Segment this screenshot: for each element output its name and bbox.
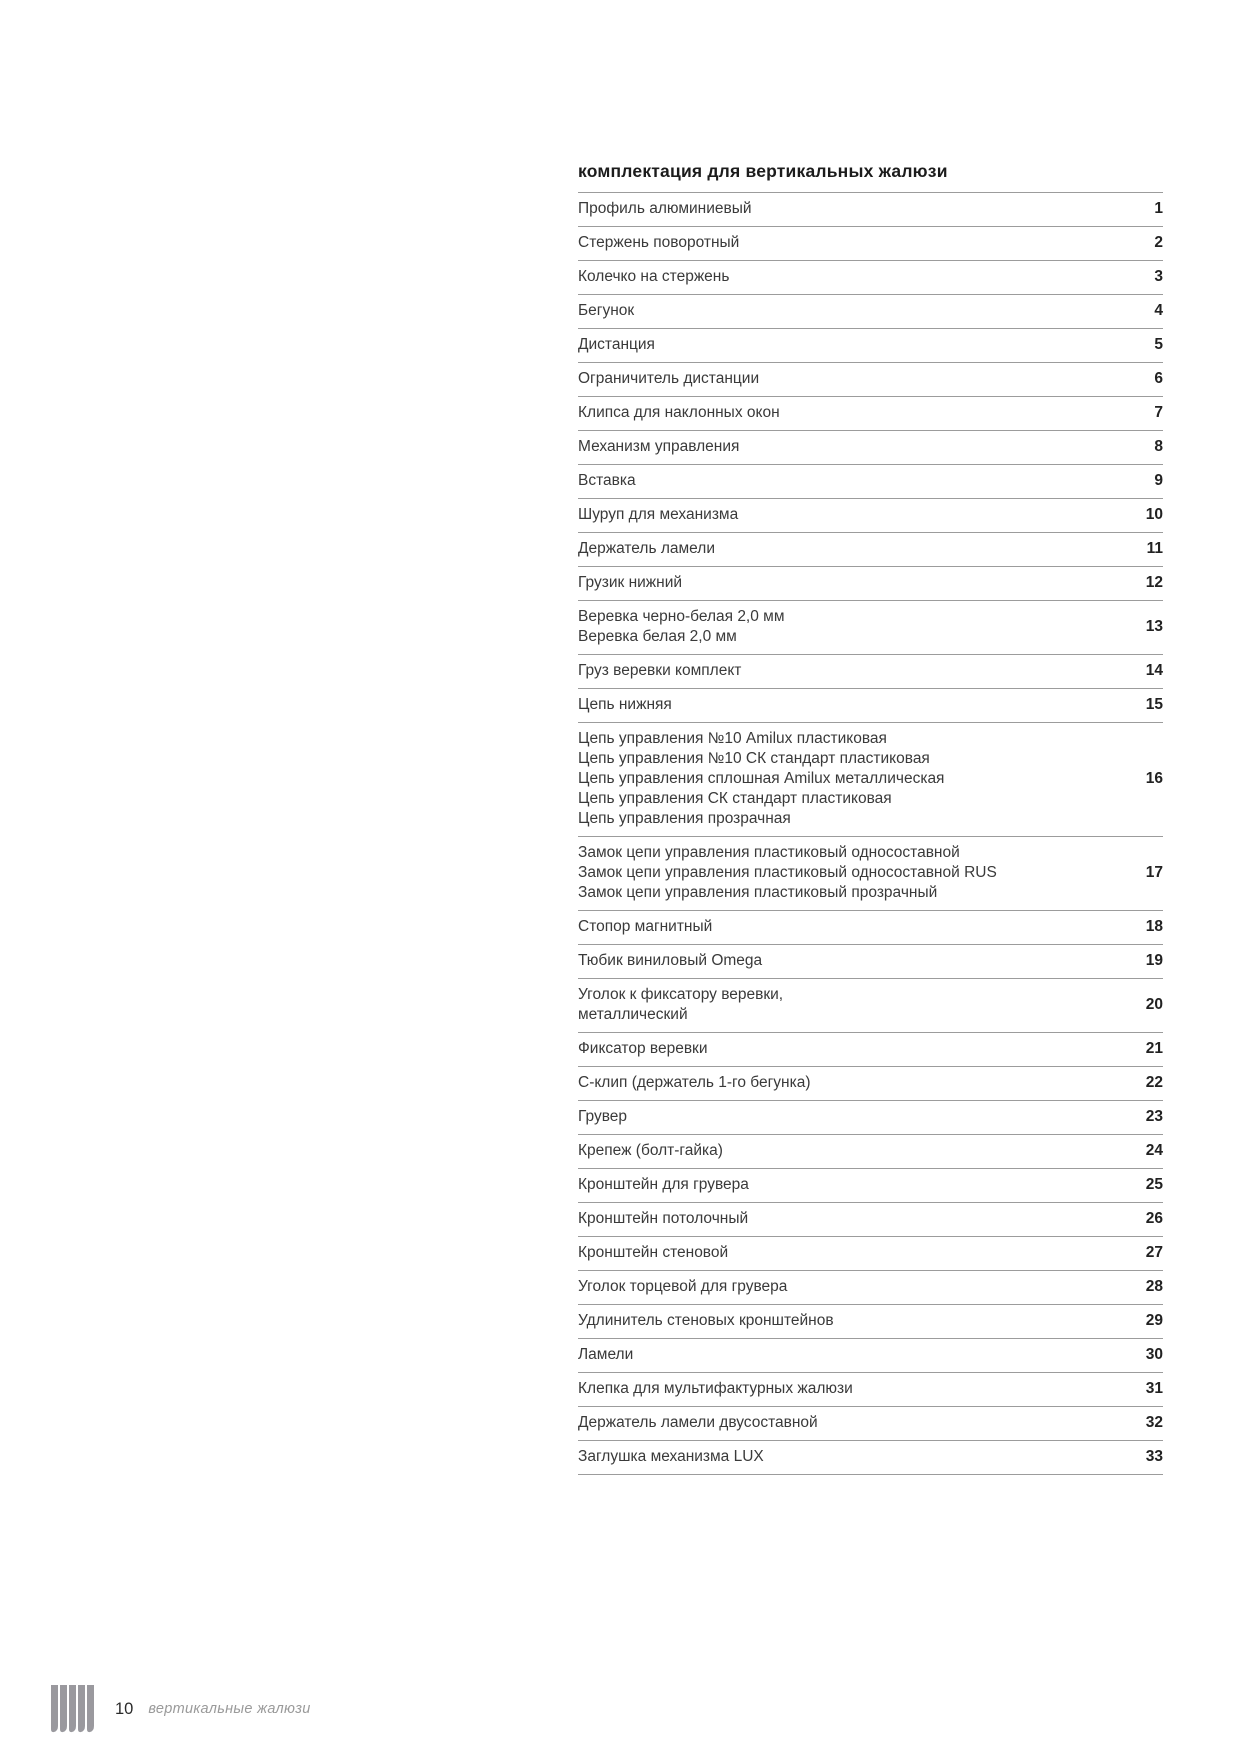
- page-number: 10: [115, 1699, 134, 1718]
- part-number: 12: [1145, 574, 1163, 591]
- part-number: 21: [1145, 1040, 1163, 1057]
- table-row: [578, 1237, 1163, 1271]
- part-number: 7: [1154, 404, 1163, 421]
- part-name-line: Уголок к фиксатору веревки,: [578, 986, 784, 1003]
- part-name-line: С-клип (держатель 1-го бегунка): [578, 1074, 811, 1091]
- table-row: [578, 1373, 1163, 1407]
- table-row: [578, 1169, 1163, 1203]
- part-number: 31: [1145, 1380, 1163, 1397]
- table-row: [578, 499, 1163, 533]
- part-name: [578, 1345, 643, 1365]
- table-row: [578, 1271, 1163, 1305]
- table-row: [578, 397, 1163, 431]
- part-name-line: Стопор магнитный: [578, 918, 713, 935]
- table-row: [578, 1305, 1163, 1339]
- part-number: 3: [1154, 268, 1163, 285]
- table-row: [578, 1101, 1163, 1135]
- part-name: [578, 403, 790, 423]
- part-name-line: Кронштейн потолочный: [578, 1210, 749, 1227]
- table-row: [578, 261, 1163, 295]
- part-number: 26: [1145, 1210, 1163, 1227]
- part-name-line: Вставка: [578, 472, 636, 489]
- part-name-line: Держатель ламели двусоставной: [578, 1414, 818, 1431]
- table-row: [578, 979, 1163, 1033]
- part-number: 30: [1145, 1346, 1163, 1363]
- part-name: [578, 301, 644, 321]
- table-row: [578, 533, 1163, 567]
- part-name-line: Клепка для мультифактурных жалюзи: [578, 1380, 853, 1397]
- part-name-line: Дистанция: [578, 336, 655, 353]
- part-name-line: Уголок торцевой для грувера: [578, 1278, 788, 1295]
- part-name-line: Тюбик виниловый Omega: [578, 952, 763, 969]
- part-name-line: Цепь управления СК стандарт пластиковая: [578, 790, 892, 807]
- part-name: [578, 505, 748, 525]
- page-title: комплектация для вертикальных жалюзи: [578, 161, 948, 181]
- part-name-line: Шуруп для механизма: [578, 506, 739, 523]
- footer-section-label: вертикальные жалюзи: [148, 1701, 311, 1717]
- part-name: [578, 369, 769, 389]
- part-number: 18: [1145, 918, 1163, 935]
- table-row: [578, 465, 1163, 499]
- table-row: [578, 1441, 1163, 1475]
- part-name: [578, 267, 739, 287]
- part-name-line: Грузик нижний: [578, 574, 683, 591]
- part-name: [578, 695, 682, 715]
- part-name: [578, 843, 1007, 903]
- part-name-line: Фиксатор веревки: [578, 1040, 708, 1057]
- part-number: 2: [1154, 234, 1163, 251]
- table-row: [578, 601, 1163, 655]
- parts-table: [578, 161, 1163, 1475]
- part-number: 33: [1145, 1448, 1163, 1465]
- part-name-line: Профиль алюминиевый: [578, 200, 752, 217]
- part-name-line: Замок цепи управления пластиковый прозрачный: [578, 884, 938, 901]
- table-row: [578, 567, 1163, 601]
- table-row: [578, 911, 1163, 945]
- part-name-line: Бегунок: [578, 302, 635, 319]
- part-number: 13: [1145, 618, 1163, 635]
- part-name: [578, 1413, 828, 1433]
- part-name-line: Цепь управления №10 Amilux пластиковая: [578, 730, 887, 747]
- part-name: [578, 573, 692, 593]
- part-name: [578, 951, 772, 971]
- part-name: [578, 917, 722, 937]
- part-number: 19: [1145, 952, 1163, 969]
- part-name: [578, 1277, 797, 1297]
- part-number: 16: [1145, 770, 1163, 787]
- part-number: 29: [1145, 1312, 1163, 1329]
- part-name: [578, 437, 749, 457]
- part-name: [578, 1209, 758, 1229]
- part-name: [578, 985, 793, 1025]
- part-name-line: Цепь управления №10 СК стандарт пластиковая: [578, 750, 930, 767]
- part-name: [578, 1447, 774, 1467]
- parts-table-rows: [578, 192, 1163, 1475]
- part-number: 27: [1145, 1244, 1163, 1261]
- table-row: [578, 431, 1163, 465]
- part-name-line: Крепеж (болт-гайка): [578, 1142, 723, 1159]
- table-row: [578, 1407, 1163, 1441]
- part-number: 6: [1154, 370, 1163, 387]
- table-row: [578, 227, 1163, 261]
- part-name-line: Веревка белая 2,0 мм: [578, 628, 737, 645]
- table-row: [578, 837, 1163, 911]
- part-number: 15: [1145, 696, 1163, 713]
- part-name: [578, 1311, 844, 1331]
- table-row: [578, 295, 1163, 329]
- part-name-line: Ламели: [578, 1346, 634, 1363]
- part-name-line: Груз веревки комплект: [578, 662, 742, 679]
- part-name: [578, 1379, 863, 1399]
- part-name-line: Грувер: [578, 1108, 628, 1125]
- part-name-line: Удлинитель стеновых кронштейнов: [578, 1312, 834, 1329]
- part-name-line: Ограничитель дистанции: [578, 370, 760, 387]
- part-name-line: Держатель ламели: [578, 540, 715, 557]
- table-row: [578, 329, 1163, 363]
- table-row: [578, 1067, 1163, 1101]
- table-row: [578, 1203, 1163, 1237]
- part-name-line: Замок цепи управления пластиковый односоставной RUS: [578, 864, 997, 881]
- part-name: [578, 1073, 820, 1093]
- part-name-line: Замок цепи управления пластиковый односоставной: [578, 844, 960, 861]
- part-number: 23: [1145, 1108, 1163, 1125]
- part-number: 25: [1145, 1176, 1163, 1193]
- part-name: [578, 661, 751, 681]
- part-name: [578, 199, 762, 219]
- part-name: [578, 1039, 718, 1059]
- part-number: 22: [1145, 1074, 1163, 1091]
- part-name-line: Кронштейн стеновой: [578, 1244, 729, 1261]
- table-row: [578, 193, 1163, 227]
- part-number: 9: [1154, 472, 1163, 489]
- part-number: 10: [1145, 506, 1163, 523]
- part-name-line: Цепь нижняя: [578, 696, 672, 713]
- part-name: [578, 1175, 759, 1195]
- part-name: [578, 1107, 637, 1127]
- part-name: [578, 233, 749, 253]
- table-row: [578, 1339, 1163, 1373]
- page-footer: [50, 1685, 311, 1733]
- table-row: [578, 1135, 1163, 1169]
- part-name-line: Механизм управления: [578, 438, 740, 455]
- part-name-line: Заглушка механизма LUX: [578, 1448, 764, 1465]
- part-name: [578, 1141, 733, 1161]
- part-name-line: Клипса для наклонных окон: [578, 404, 780, 421]
- part-name-line: Веревка черно-белая 2,0 мм: [578, 608, 785, 625]
- part-number: 1: [1154, 200, 1163, 217]
- part-number: 11: [1146, 540, 1163, 557]
- table-row: [578, 1033, 1163, 1067]
- part-number: 5: [1154, 336, 1163, 353]
- part-number: 17: [1145, 864, 1163, 881]
- vertical-blinds-logo-icon: [50, 1685, 94, 1733]
- part-name-line: Колечко на стержень: [578, 268, 730, 285]
- part-number: 24: [1145, 1142, 1163, 1159]
- part-number: 28: [1145, 1278, 1163, 1295]
- part-number: 4: [1154, 302, 1163, 319]
- part-number: 8: [1154, 438, 1163, 455]
- part-name-line: Стержень поворотный: [578, 234, 740, 251]
- part-name: [578, 729, 954, 829]
- part-name: [578, 335, 665, 355]
- part-name: [578, 1243, 738, 1263]
- table-row: [578, 363, 1163, 397]
- part-name-line: Цепь управления прозрачная: [578, 810, 791, 827]
- part-name-line: Цепь управления сплошная Amilux металлическая: [578, 770, 945, 787]
- part-number: 20: [1145, 996, 1163, 1013]
- part-number: 14: [1145, 662, 1163, 679]
- part-name: [578, 607, 794, 647]
- part-name: [578, 539, 725, 559]
- part-number: 32: [1145, 1414, 1163, 1431]
- part-name-line: Кронштейн для грувера: [578, 1176, 749, 1193]
- table-row: [578, 945, 1163, 979]
- part-name-line: металлический: [578, 1006, 688, 1023]
- table-row: [578, 689, 1163, 723]
- table-row: [578, 723, 1163, 837]
- table-row: [578, 655, 1163, 689]
- part-name: [578, 471, 646, 491]
